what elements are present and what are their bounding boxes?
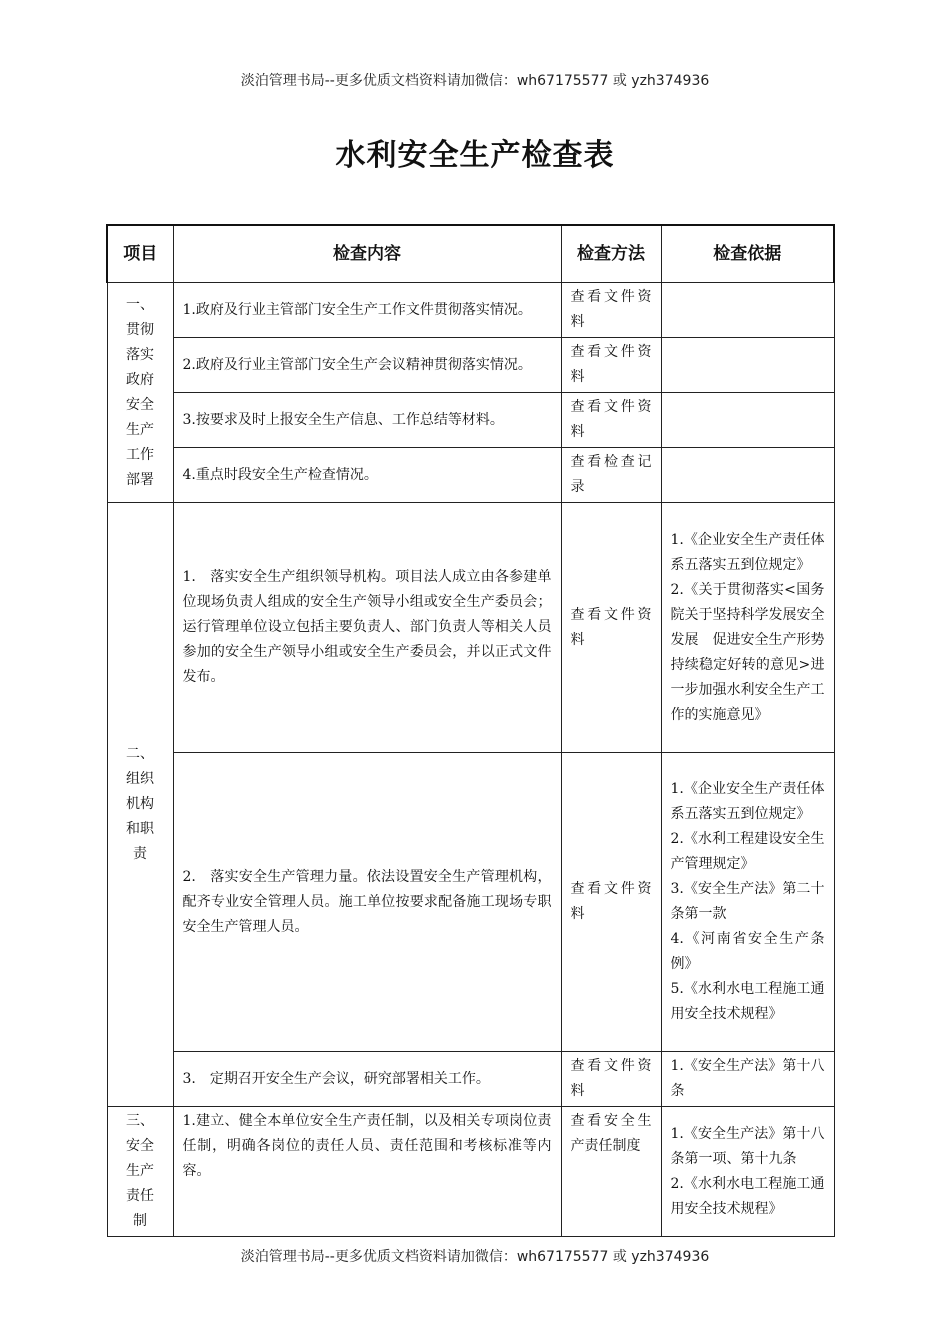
- content-cell: 1.政府及行业主管部门安全生产工作文件贯彻落实情况。: [173, 283, 561, 338]
- section-item-label: 二、组织机构和职责: [126, 746, 154, 862]
- method-cell: 查看文件资料: [561, 753, 661, 1052]
- method-cell: 查看文件资料: [561, 283, 661, 338]
- section-item-cell: [107, 1107, 173, 1237]
- basis-cell: [661, 1107, 834, 1237]
- basis-item: 4.《河南省安全生产条例》: [670, 931, 825, 972]
- content-cell: 4.重点时段安全生产检查情况。: [173, 448, 561, 503]
- basis-cell: [661, 1052, 834, 1107]
- basis-item: 2.《水利工程建设安全生产管理规定》: [670, 831, 825, 872]
- content-cell: 3.按要求及时上报安全生产信息、工作总结等材料。: [173, 393, 561, 448]
- content-cell: 2. 落实安全生产管理力量。依法设置安全生产管理机构，配齐专业安全管理人员。施工单位按要求配备施工现场专职安全生产管理人员。: [173, 753, 561, 1052]
- content-cell: 1. 落实安全生产组织领导机构。项目法人成立由各参建单位现场负责人组成的安全生产领导小组或安全生产委员会；运行管理单位设立包括主要负责人、部门负责人等相关人员参加的安全生产领导小组或安全生产委员会，并以正式文件发布。: [173, 503, 561, 753]
- method-cell: 查看文件资料: [561, 338, 661, 393]
- header-content: 检查内容: [173, 225, 561, 283]
- document-title: 水利安全生产检查表: [335, 138, 615, 173]
- table-row: [107, 338, 834, 393]
- content-cell: 3. 定期召开安全生产会议，研究部署相关工作。: [173, 1052, 561, 1107]
- table-row: [107, 1107, 834, 1237]
- table-row: [107, 503, 834, 753]
- basis-cell: [661, 448, 834, 503]
- table-row: [107, 753, 834, 1052]
- basis-cell: [661, 393, 834, 448]
- table-row: [107, 1052, 834, 1107]
- section-item-cell: [107, 503, 173, 1107]
- method-cell: 查看文件资料: [561, 503, 661, 753]
- basis-item: 1.《安全生产法》第十八条第一项、第十九条: [670, 1125, 825, 1167]
- header-method: 检查方法: [561, 225, 661, 283]
- basis-item: 1.《安全生产法》第十八条: [670, 1058, 825, 1099]
- header-basis: 检查依据: [661, 225, 834, 283]
- basis-item: 2.《关于贯彻落实<国务院关于坚持科学发展安全发展 促进安全生产形势持续稳定好转的意见>进一步加强水利安全生产工作的实施意见》: [670, 581, 825, 723]
- basis-item: 1.《企业安全生产责任体系五落实五到位规定》: [670, 531, 825, 573]
- content-cell: 1.建立、健全本单位安全生产责任制，以及相关专项岗位责任制，明确各岗位的责任人员、责任范围和考核标准等内容。: [173, 1107, 561, 1237]
- basis-cell: [661, 753, 834, 1052]
- basis-item: 1.《企业安全生产责任体系五落实五到位规定》: [670, 781, 825, 822]
- section-item-label: 三、安全生产责任制: [126, 1113, 154, 1229]
- method-cell: 查看检查记录: [561, 448, 661, 503]
- method-cell: 查看文件资料: [561, 1052, 661, 1107]
- basis-item: 2.《水利水电工程施工通用安全技术规程》: [670, 1175, 825, 1217]
- table-row: [107, 393, 834, 448]
- method-cell: 查看安全生产责任制度: [561, 1107, 661, 1237]
- section-item-cell: [107, 283, 173, 503]
- header-item: 项目: [107, 225, 173, 283]
- content-cell: 2.政府及行业主管部门安全生产会议精神贯彻落实情况。: [173, 338, 561, 393]
- method-cell: 查看文件资料: [561, 393, 661, 448]
- page-footer: 淡泊管理书局--更多优质文档资料请加微信：wh67175577 或 yzh374936: [240, 1249, 710, 1265]
- inspection-table: [106, 224, 835, 1237]
- basis-cell: [661, 338, 834, 393]
- section-item-label: 一、贯彻落实政府安全生产工作部署: [126, 296, 154, 488]
- basis-item: 5.《水利水电工程施工通用安全技术规程》: [670, 981, 825, 1022]
- table-row: [107, 283, 834, 338]
- basis-cell: [661, 283, 834, 338]
- basis-item: 3.《安全生产法》第二十条第一款: [670, 881, 825, 922]
- basis-cell: [661, 503, 834, 753]
- page-header: 淡泊管理书局--更多优质文档资料请加微信：wh67175577 或 yzh374936: [240, 73, 710, 89]
- table-header-row: [107, 225, 834, 283]
- table-row: [107, 448, 834, 503]
